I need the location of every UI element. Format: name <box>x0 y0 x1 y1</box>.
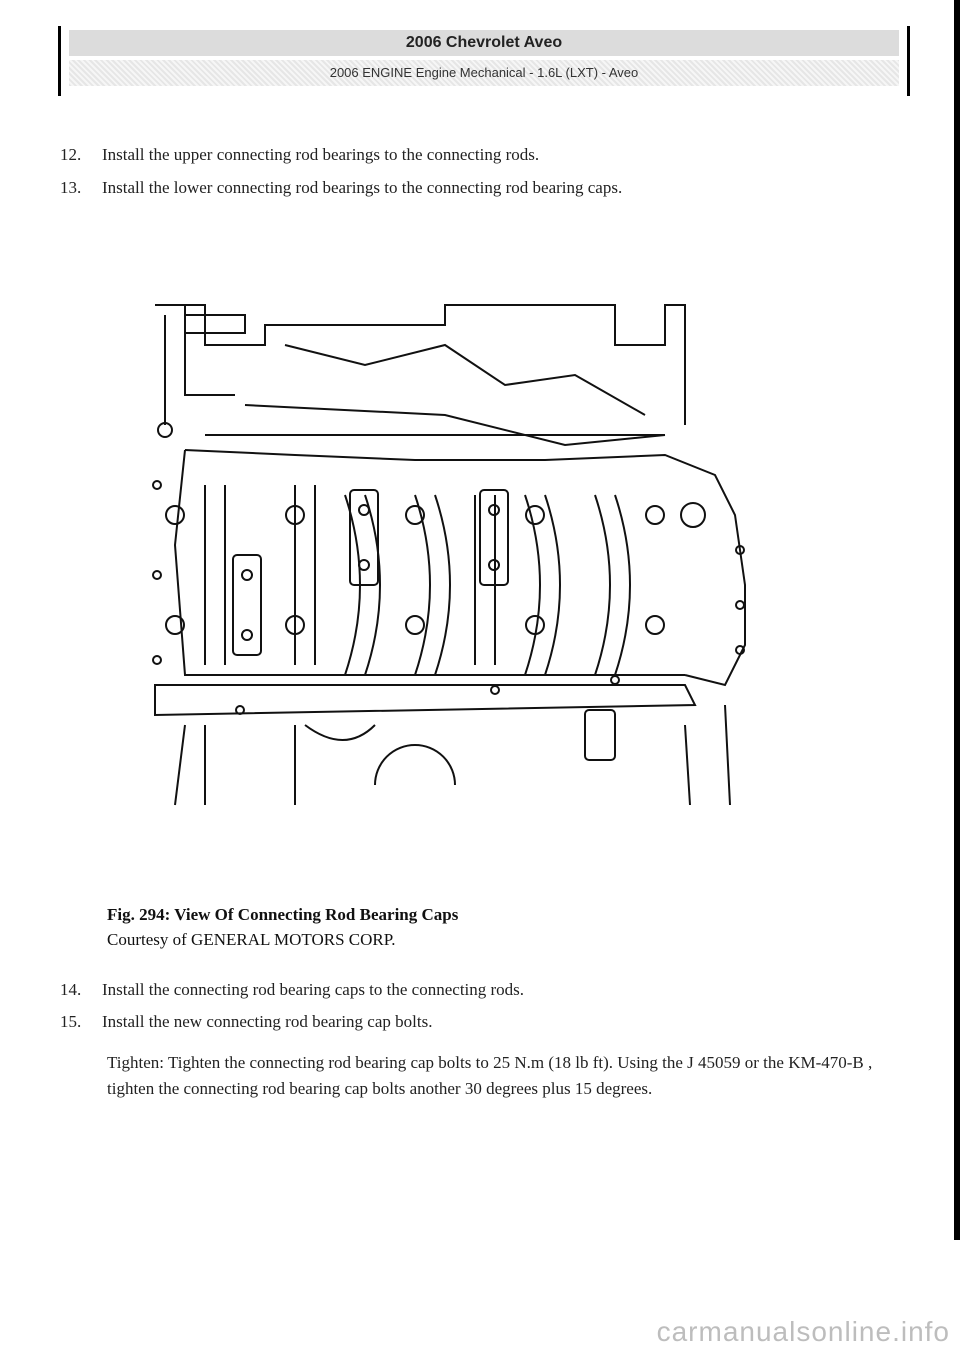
watermark: carmanualsonline.info <box>656 1316 950 1347</box>
step-text: Install the connecting rod bearing caps to the connecting rods. <box>102 980 525 999</box>
engine-illustration <box>145 285 755 815</box>
step-number: 12. <box>60 145 82 164</box>
step-text: Install the lower connecting rod bearings to the connecting rod bearing caps. <box>102 178 623 197</box>
page-header <box>58 26 910 96</box>
step-13 <box>60 178 622 198</box>
figure-credit: Courtesy of GENERAL MOTORS CORP. <box>107 930 396 949</box>
page-edge-bar <box>954 0 960 1240</box>
step-12 <box>60 145 539 165</box>
step-number: 15. <box>60 1012 82 1031</box>
step-text: Install the upper connecting rod bearings to the connecting rods. <box>102 145 540 164</box>
header-title: 2006 Chevrolet Aveo <box>69 30 899 56</box>
figure-caption: Fig. 294: View Of Connecting Rod Bearing Caps <box>107 905 459 924</box>
step-text: Install the new connecting rod bearing cap bolts. <box>102 1012 433 1031</box>
step-15 <box>60 1012 432 1032</box>
step-14 <box>60 980 524 1000</box>
tighten-instruction: Tighten: Tighten the connecting rod bearing cap bolts to 25 N.m (18 lb ft). Using the J 45059 or the KM-470-B , tighten the connecting rod bearing cap bolts another 30 degrees plus 15 degrees. <box>107 1053 873 1098</box>
step-number: 13. <box>60 178 82 197</box>
step-number: 14. <box>60 980 82 999</box>
header-subtitle: 2006 ENGINE Engine Mechanical - 1.6L (LXT) - Aveo <box>69 60 899 86</box>
